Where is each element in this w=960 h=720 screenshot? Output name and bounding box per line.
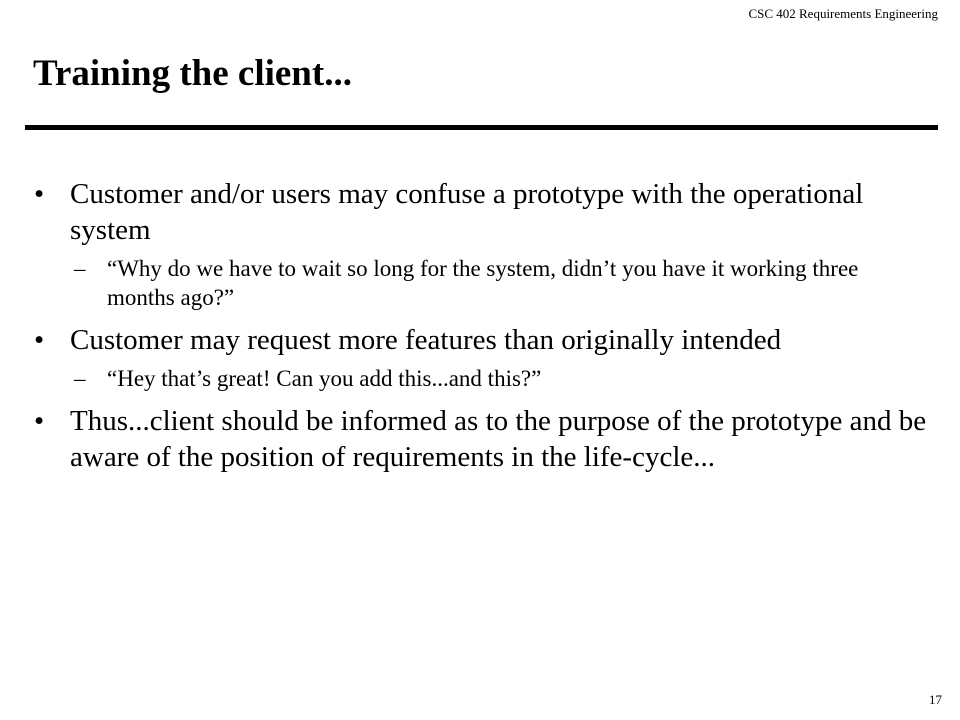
bullet-marker: • (34, 178, 45, 210)
bullet-item (30, 176, 930, 312)
sub-text: “Why do we have to wait so long for the system, didn’t you have it working three months ago?” (107, 256, 859, 310)
sub-list (70, 254, 930, 312)
bullet-marker: • (34, 324, 45, 356)
sub-list (70, 364, 930, 393)
course-header: CSC 402 Requirements Engineering (748, 6, 938, 21)
sub-text: “Hey that’s great! Can you add this...and this?” (107, 366, 542, 391)
sub-marker: – (74, 256, 86, 281)
bullet-text: Customer may request more features than originally intended (70, 324, 782, 356)
title-divider (25, 125, 938, 130)
slide-title: Training the client... (33, 53, 352, 94)
bullet-marker: • (34, 405, 45, 437)
page-number: 17 (929, 692, 942, 707)
sub-item (70, 254, 930, 312)
sub-marker: – (74, 366, 86, 391)
bullet-text: Thus...client should be informed as to the purpose of the prototype and be aware of the position of requirements in the life-cycle... (70, 405, 927, 473)
bullet-list (30, 176, 930, 485)
bullet-item (30, 403, 930, 475)
sub-item (70, 364, 930, 393)
bullet-text: Customer and/or users may confuse a prototype with the operational system (70, 178, 864, 246)
bullet-item (30, 322, 930, 393)
